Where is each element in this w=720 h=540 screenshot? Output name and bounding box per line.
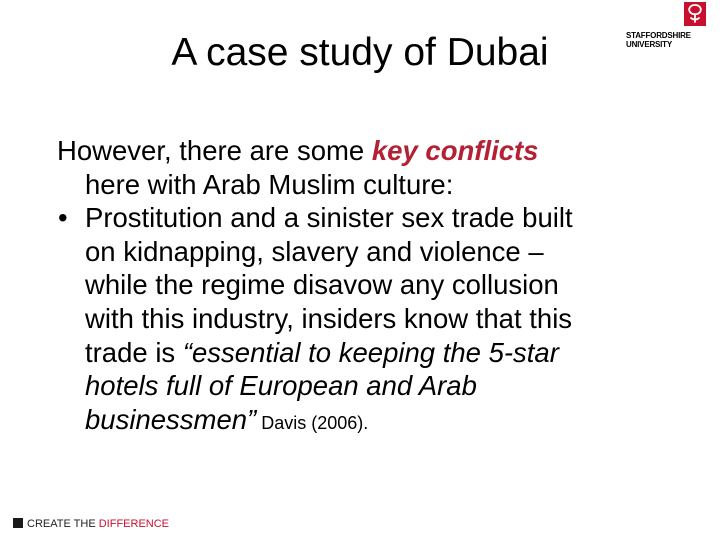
intro-continuation: here with Arab Muslim culture: xyxy=(85,168,454,200)
bullet-line-7 xyxy=(57,403,697,441)
key-conflicts-emphasis: key conflicts xyxy=(371,135,539,166)
knot-icon xyxy=(684,2,706,26)
bullet-line-3: while the regime disavow any collusion xyxy=(85,269,559,301)
intro-text: However, there are some xyxy=(57,135,372,166)
citation: Davis (2006). xyxy=(256,412,369,433)
university-name xyxy=(626,31,716,49)
bullet-line-6: hotels full of European and Arab xyxy=(85,370,477,402)
square-icon xyxy=(13,518,23,528)
bullet-line-4: with this industry, insiders know that this xyxy=(85,302,573,334)
bullet-line-1: Prostitution and a sinister sex trade built xyxy=(85,202,573,234)
quote-start: “essential to keeping the 5-star xyxy=(182,336,559,368)
bullet-marker: • xyxy=(58,202,68,234)
bullet-item xyxy=(57,201,697,235)
slide-body xyxy=(57,134,697,440)
university-name-line2: UNIVERSITY xyxy=(626,40,673,49)
footer-tagline xyxy=(13,517,169,531)
bullet-line-2: on kidnapping, slavery and violence – xyxy=(85,235,544,267)
university-logo xyxy=(622,2,718,54)
bullet-line-5 xyxy=(57,336,697,370)
intro-line xyxy=(57,134,697,168)
footer-text-b: DIFFERENCE xyxy=(98,518,169,530)
footer-text-a: CREATE THE xyxy=(27,518,99,530)
page-title: A case study of Dubai xyxy=(171,31,549,74)
university-name-line1: STAFFORDSHIRE xyxy=(626,31,691,40)
quote-end: businessmen” xyxy=(85,403,257,435)
bullet-line-5-text: trade is xyxy=(85,336,183,368)
